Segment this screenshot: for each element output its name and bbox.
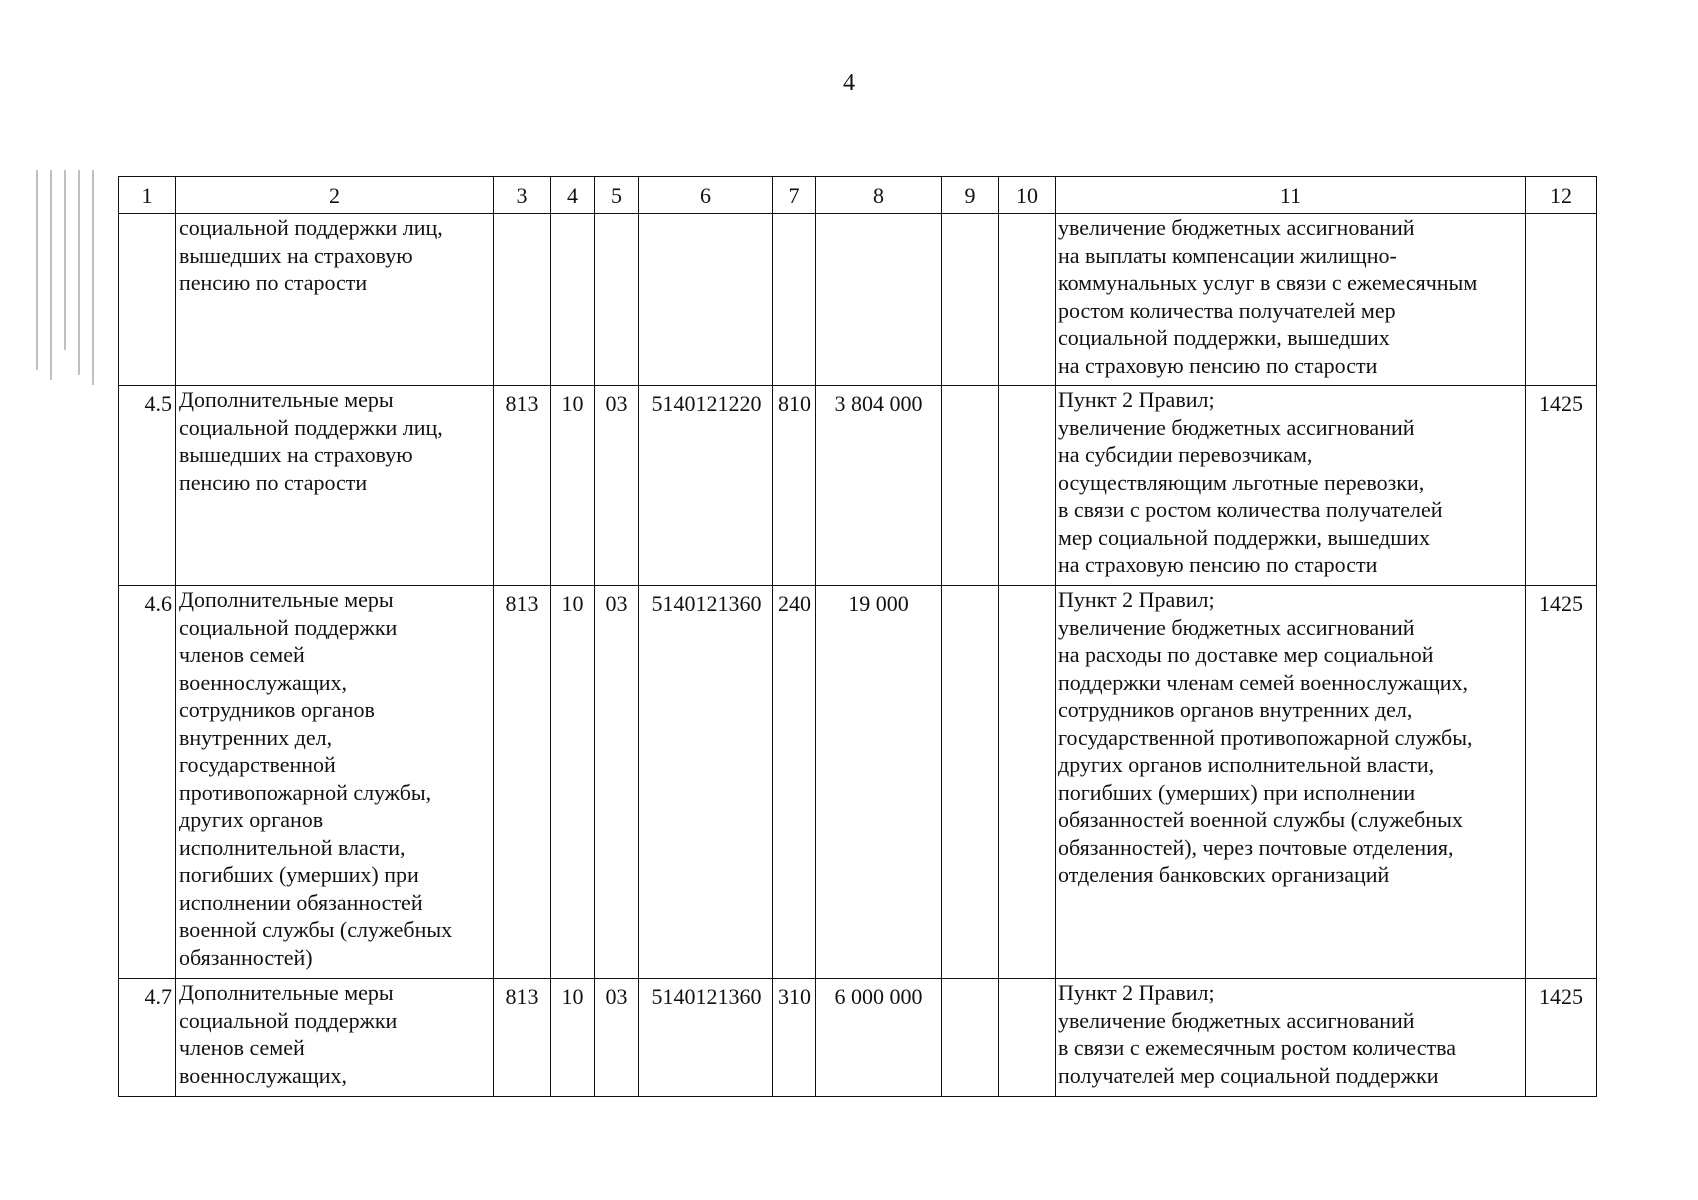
expense-purpose: Дополнительные меры социальной поддержки лиц, вышедших на страховую пенсию по старости <box>176 386 494 586</box>
code-target: 5140121220 <box>639 386 773 586</box>
column-12-cell: 1425 <box>1526 979 1597 1097</box>
expense-purpose: социальной поддержки лиц, вышедших на страховую пенсию по старости <box>176 214 494 386</box>
col-header-7: 7 <box>773 177 816 214</box>
code-expense-type: 810 <box>773 386 816 586</box>
col-header-6: 6 <box>639 177 773 214</box>
row-number: 4.7 <box>119 979 176 1097</box>
code-target: 5140121360 <box>639 979 773 1097</box>
code-ministry: 813 <box>494 979 551 1097</box>
column-9-cell <box>942 979 999 1097</box>
code-section: 10 <box>551 586 595 979</box>
amount: 3 804 000 <box>816 386 942 586</box>
col-header-10: 10 <box>999 177 1056 214</box>
code-ministry <box>494 214 551 386</box>
col-header-1: 1 <box>119 177 176 214</box>
row-number: 4.5 <box>119 386 176 586</box>
amount: 19 000 <box>816 586 942 979</box>
column-10-cell <box>999 386 1056 586</box>
row-number: 4.6 <box>119 586 176 979</box>
col-header-11: 11 <box>1056 177 1526 214</box>
justification: Пункт 2 Правил; увеличение бюджетных ассигнований на субсидии перевозчикам, осуществляющим льготные перевозки, в связи с ростом количества получателей мер социальной поддержки, вышедших на страховую пенсию по старости <box>1056 386 1526 586</box>
col-header-3: 3 <box>494 177 551 214</box>
code-target <box>639 214 773 386</box>
budget-table <box>118 176 1597 1097</box>
column-10-cell <box>999 214 1056 386</box>
column-9-cell <box>942 386 999 586</box>
amount <box>816 214 942 386</box>
code-expense-type <box>773 214 816 386</box>
column-12-cell: 1425 <box>1526 586 1597 979</box>
col-header-12: 12 <box>1526 177 1597 214</box>
row-number <box>119 214 176 386</box>
code-subsection: 03 <box>595 979 639 1097</box>
column-12-cell: 1425 <box>1526 386 1597 586</box>
column-10-cell <box>999 979 1056 1097</box>
column-9-cell <box>942 586 999 979</box>
code-subsection <box>595 214 639 386</box>
code-section <box>551 214 595 386</box>
code-ministry: 813 <box>494 386 551 586</box>
code-ministry: 813 <box>494 586 551 979</box>
justification: увеличение бюджетных ассигнований на выплаты компенсации жилищно- коммунальных услуг в связи с ежемесячным ростом количества получателей мер социальной поддержки, вышедших на страховую пенсию по старости <box>1056 214 1526 386</box>
code-section: 10 <box>551 386 595 586</box>
amount: 6 000 000 <box>816 979 942 1097</box>
table-row <box>119 586 1597 979</box>
code-expense-type: 240 <box>773 586 816 979</box>
header-row <box>119 177 1597 214</box>
code-subsection: 03 <box>595 586 639 979</box>
table-row <box>119 979 1597 1097</box>
col-header-9: 9 <box>942 177 999 214</box>
code-section: 10 <box>551 979 595 1097</box>
column-9-cell <box>942 214 999 386</box>
table-row <box>119 386 1597 586</box>
justification: Пункт 2 Правил; увеличение бюджетных ассигнований на расходы по доставке мер социальной поддержки членам семей военнослужащих, сотрудников органов внутренних дел, государственной противопожарной службы, других органов исполнительной власти, погибших (умерших) при исполнении обязанностей военной службы (служебных обязанностей), через почтовые отделения, отделения банковских организаций <box>1056 586 1526 979</box>
expense-purpose: Дополнительные меры социальной поддержки членов семей военнослужащих, сотрудников органов внутренних дел, государственной противопожарной службы, других органов исполнительной власти, погибших (умерших) при исполнении обязанностей военной службы (служебных обязанностей) <box>176 586 494 979</box>
code-expense-type: 310 <box>773 979 816 1097</box>
column-10-cell <box>999 586 1056 979</box>
page-number: 4 <box>843 70 855 96</box>
code-target: 5140121360 <box>639 586 773 979</box>
justification: Пункт 2 Правил; увеличение бюджетных ассигнований в связи с ежемесячным ростом количества получателей мер социальной поддержки <box>1056 979 1526 1097</box>
code-subsection: 03 <box>595 386 639 586</box>
expense-purpose: Дополнительные меры социальной поддержки членов семей военнослужащих, <box>176 979 494 1097</box>
column-12-cell <box>1526 214 1597 386</box>
col-header-4: 4 <box>551 177 595 214</box>
margin-stamp <box>30 170 102 390</box>
table-row <box>119 214 1597 386</box>
col-header-2: 2 <box>176 177 494 214</box>
col-header-5: 5 <box>595 177 639 214</box>
col-header-8: 8 <box>816 177 942 214</box>
